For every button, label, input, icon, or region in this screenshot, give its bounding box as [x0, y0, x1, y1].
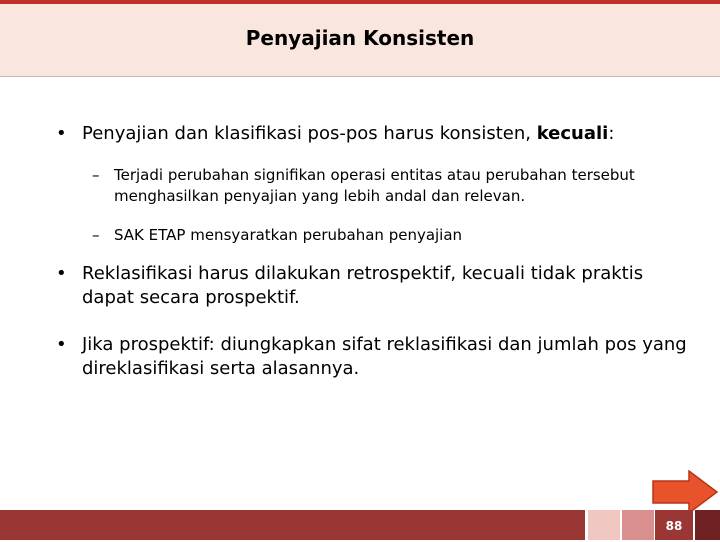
arrow-right-icon	[651, 470, 719, 514]
sub-bullet-text: Terjadi perubahan signifikan operasi entitas atau perubahan tersebut menghasilkan penyajian yang lebih andal dan relevan.	[114, 166, 635, 205]
bullet-dot: •	[56, 334, 67, 355]
page-number: 88	[665, 519, 683, 533]
sub-bullet-dash: –	[92, 166, 100, 184]
bullet-text: Reklasifikasi harus dilakukan retrospektif, kecuali tidak praktis dapat secara prospektif.	[82, 263, 644, 308]
footer-block	[695, 510, 720, 540]
bullet-text	[82, 122, 614, 146]
sub-bullet-text: SAK ETAP mensyaratkan perubahan penyajian	[114, 226, 463, 244]
bullet-dot: •	[56, 263, 67, 284]
footer-bar	[0, 510, 585, 540]
bullet-text-suffix: :	[608, 123, 615, 144]
slide-title: Penyajian Konsisten	[245, 26, 475, 50]
next-slide-button[interactable]	[651, 470, 719, 514]
bullet-text-prefix: Penyajian dan klasifikasi pos-pos harus konsisten,	[82, 123, 537, 144]
bullet-text: Jika prospektif: diungkapkan sifat reklasifikasi dan jumlah pos yang direklasifikasi serta alasannya.	[82, 334, 687, 379]
footer-block	[622, 510, 654, 540]
footer-block	[588, 510, 620, 540]
sub-bullet-dash: –	[92, 226, 100, 244]
bullet-dot: •	[56, 123, 67, 144]
bullet-text-bold: kecuali	[536, 123, 609, 144]
